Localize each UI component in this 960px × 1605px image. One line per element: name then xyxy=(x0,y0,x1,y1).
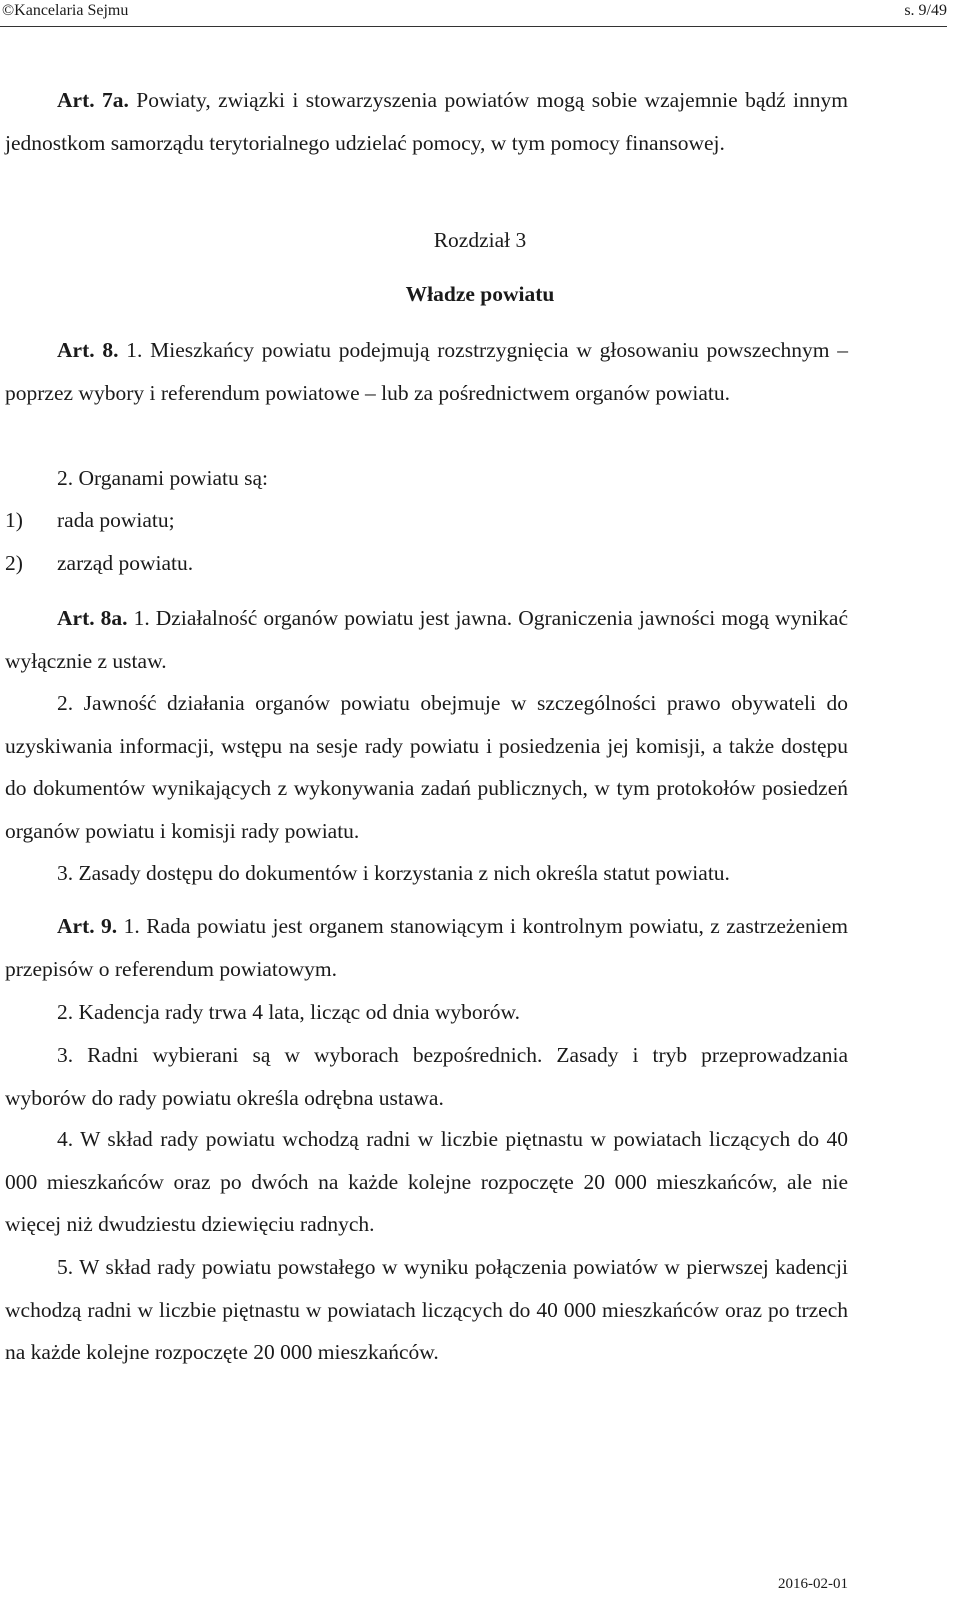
art-9-par-1-text: 1. Rada powiatu jest organem stanowiącym i kontrolnym powiatu, z zastrzeżeniem przepisów o referendum powiatowym. xyxy=(5,914,848,981)
art-8-label: Art. 8. xyxy=(57,338,119,362)
art-9-par-2: 2. Kadencja rady trwa 4 lata, licząc od dnia wyborów. xyxy=(57,1000,521,1024)
art-8-par-1 xyxy=(5,329,848,414)
header-source: ©Kancelaria Sejmu xyxy=(2,2,129,19)
art-8-par-1-text: 1. Mieszkańcy powiatu podejmują rozstrzygnięcia w głosowaniu powszechnym – poprzez wybory i referendum powiatowe – lub za pośrednictwem organów powiatu. xyxy=(5,338,848,405)
list-item-number: 1) xyxy=(5,508,23,532)
art-8a-par-3: 3. Zasady dostępu do dokumentów i korzystania z nich określa statut powiatu. xyxy=(57,861,730,885)
art-8-list-item xyxy=(5,551,193,576)
page-header xyxy=(0,0,947,27)
art-7a-label: Art. 7a. xyxy=(57,88,129,112)
art-8a-par-1 xyxy=(5,597,848,682)
art-8a-par-1-text: 1. Działalność organów powiatu jest jawna. Ograniczenia jawności mogą wynikać wyłącznie z ustaw. xyxy=(5,606,848,673)
art-9-par-1 xyxy=(5,905,848,990)
chapter-number: Rozdział 3 xyxy=(433,228,527,252)
art-7a-text: Powiaty, związki i stowarzyszenia powiatów mogą sobie wzajemnie bądź innym jednostkom samorządu terytorialnego udzielać pomocy, w tym pomocy finansowej. xyxy=(5,88,848,155)
art-8-par-2: 2. Organami powiatu są: xyxy=(57,466,268,490)
list-item-text: zarząd powiatu. xyxy=(57,551,194,575)
art-9-par-4: 4. W skład rady powiatu wchodzą radni w liczbie piętnastu w powiatach liczących do 40 000 mieszkańców oraz po dwóch na każde kolejne rozpoczęte 20 000 mieszkańców, ale nie więcej niż dwudziestu dziewięciu radnych. xyxy=(5,1127,848,1236)
art-8a-label: Art. 8a. xyxy=(57,606,128,630)
header-page-number: s. 9/49 xyxy=(904,2,947,19)
art-8-list-item xyxy=(5,508,175,533)
list-item-number: 2) xyxy=(5,551,23,575)
art-8a-par-2: 2. Jawność działania organów powiatu obejmuje w szczególności prawo obywateli do uzyskiwania informacji, wstępu na sesje rady powiatu i posiedzenia jej komisji, a także dostępu do dokumentów wynikających z wykonywania zadań publicznych, w tym protokołów posiedzeń organów powiatu i komisji rady powiatu. xyxy=(5,691,848,843)
art-9-par-5: 5. W skład rady powiatu powstałego w wyniku połączenia powiatów w pierwszej kadencji wchodzą radni w liczbie piętnastu w powiatach liczących do 40 000 mieszkańców oraz po trzech na każde kolejne rozpoczęte 20 000 mieszkańców. xyxy=(5,1255,848,1364)
art-7a xyxy=(5,79,848,164)
art-9-label: Art. 9. xyxy=(57,914,118,938)
footer-date: 2016-02-01 xyxy=(778,1576,848,1592)
list-item-text: rada powiatu; xyxy=(57,508,175,532)
art-9-par-3: 3. Radni wybierani są w wyborach bezpośrednich. Zasady i tryb przeprowadzania wyborów do rady powiatu określa odrębna ustawa. xyxy=(5,1043,848,1110)
chapter-title: Władze powiatu xyxy=(405,282,555,306)
